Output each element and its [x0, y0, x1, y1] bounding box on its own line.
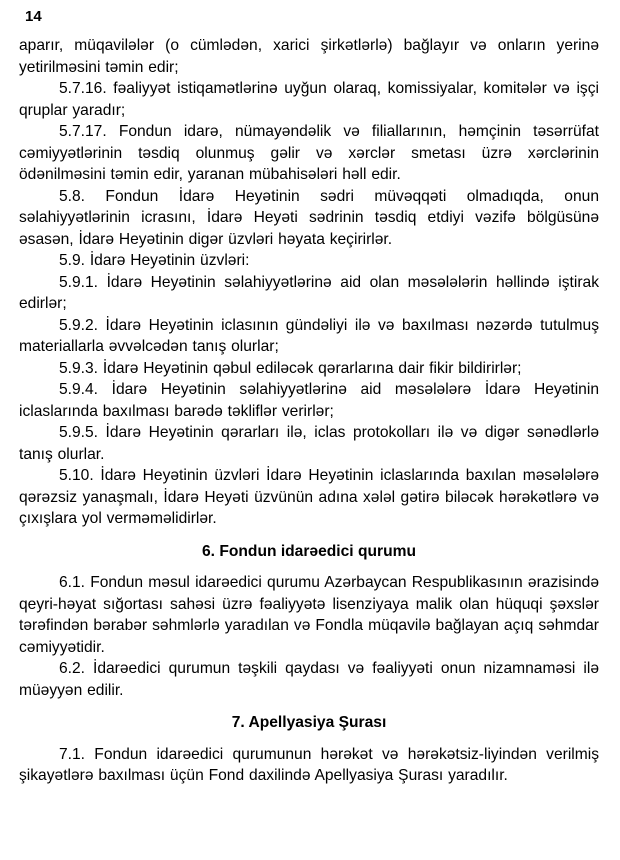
paragraph-7-1: 7.1. Fondun idarəedici qurumunun hərəkət və hərəkətsiz-liyindən verilmiş şikayətlərə baxılması üçün Fond daxilində Apellyasiya Şurası yaradılır.: [19, 745, 599, 784]
paragraph-5-10: 5.10. İdarə Heyətinin üzvləri İdarə Heyətinin iclaslarında baxılan məsələlərə qərəzsiz yanaşmalı, İdarə Heyəti üzvünün adına xələl gətirə biləcək hərəkətlərə və çıxışlara yol verməməlidirlər.: [19, 467, 599, 527]
section-heading-7: 7. Apellyasiya Şurası: [231, 714, 387, 731]
paragraph-5-9-5: 5.9.5. İdarə Heyətinin qərarları ilə, iclas protokolları ilə və digər sənədlərlə tanış olurlar.: [19, 424, 599, 463]
paragraph-5-9-2: 5.9.2. İdarə Heyətinin iclasının gündəliyi ilə və baxılması nəzərdə tutulmuş materiallarla əvvəlcədən tanış olurlar;: [19, 316, 599, 355]
paragraph-5-9: 5.9. İdarə Heyətinin üzvləri:: [59, 252, 250, 269]
paragraph-5-9-1: 5.9.1. İdarə Heyətinin səlahiyyətlərinə aid olan məsələlərin həllində iştirak edirlər;: [19, 273, 599, 312]
paragraph-6-2: 6.2. İdarəedici qurumun təşkili qaydası və fəaliyyəti onun nizamnaməsi ilə müəyyən edilir.: [19, 660, 599, 699]
section-heading-6: 6. Fondun idarəedici qurumu: [202, 542, 416, 560]
paragraph-5-7-16: 5.7.16. fəaliyyət istiqamətlərinə uyğun olaraq, komissiyalar, komitələr və işçi qruplar yaradır;: [19, 80, 599, 119]
document-body: [19, 35, 599, 787]
paragraph-5-8: 5.8. Fondun İdarə Heyətinin sədri müvəqqəti olmadıqda, onun səlahiyyətlərinin icrasını, İdarə Heyəti sədrinin təsdiq etdiyi vəzifə bölgüsünə əsasən, İdarə Heyətinin digər üzvləri həyata keçirirlər.: [19, 187, 599, 248]
paragraph-6-1: 6.1. Fondun məsul idarəedici qurumu Azərbaycan Respublikasının ərazisində qeyri-həyat sığortası sahəsi üzrə fəaliyyətə lisenziyaya malik olan hüquqi şəxslər tərəfindən bərabər səhmlərlə yaradılan və Fondla müqavilə bağlayan açıq səhmdar cəmiyyətidir.: [19, 574, 599, 656]
paragraph-5-9-3: 5.9.3. İdarə Heyətinin qəbul ediləcək qərarlarına dair fikir bildirirlər;: [59, 359, 522, 377]
paragraph-continuation: aparır, müqavilələr (o cümlədən, xarici şirkətlərlə) bağlayır və onların yerinə yetirilməsini təmin edir;: [19, 37, 599, 76]
page-number: 14: [25, 8, 42, 25]
paragraph-5-9-4: 5.9.4. İdarə Heyətinin səlahiyyətlərinə aid məsələlərə İdarə Heyətinin iclaslarında baxılması barədə təkliflər verirlər;: [19, 381, 599, 420]
paragraph-5-7-17: 5.7.17. Fondun idarə, nümayəndəlik və filiallarının, həmçinin təsərrüfat cəmiyyətlərinin təsdiq olunmuş gəlir və xərclər smetası üzrə xərclərinin ödənilməsini təmin edir, yaranan mübahisələri həll edir.: [19, 123, 599, 183]
